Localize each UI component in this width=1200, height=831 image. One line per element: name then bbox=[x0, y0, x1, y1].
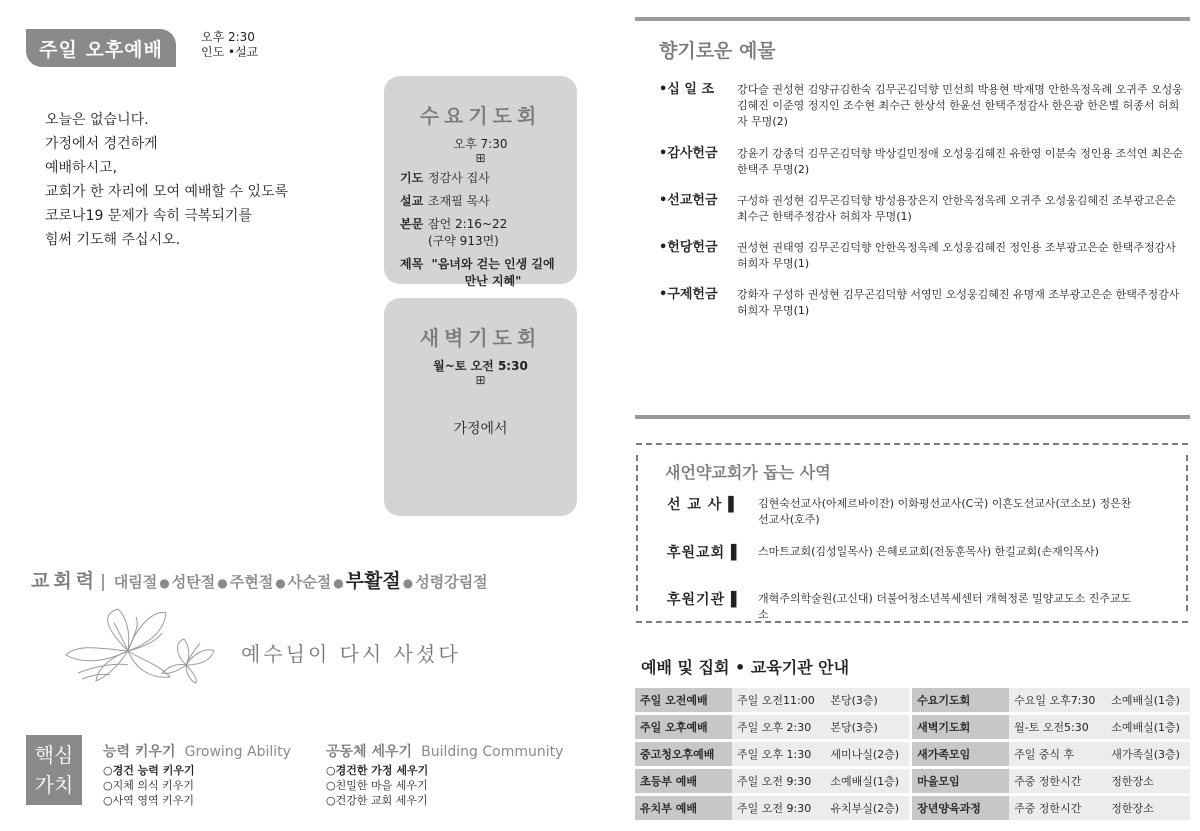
value-building-community bbox=[326, 741, 563, 808]
row-label: 제목 bbox=[400, 257, 424, 271]
mission-support-box bbox=[636, 443, 1188, 623]
row-label: 기도 bbox=[400, 171, 424, 185]
wednesday-row bbox=[400, 193, 577, 210]
schedule-time: 주일 오전 9:30 bbox=[732, 796, 825, 820]
row-value bbox=[428, 216, 558, 250]
schedule-name: 주일 오후예배 bbox=[635, 715, 732, 739]
dawn-title: 새벽기도회 bbox=[419, 326, 542, 350]
schedule-place: 본당(3층) bbox=[825, 688, 909, 712]
schedule-name: 새가족모임 bbox=[912, 742, 1009, 766]
offering-row-thanks bbox=[659, 146, 1184, 178]
mission-label: 선 교 사 ▌ bbox=[667, 497, 740, 513]
offering-label: •감사헌금 bbox=[659, 146, 718, 161]
schedule-time: 주일 중식 후 bbox=[1009, 742, 1106, 766]
mission-title: 새언약교회가 돕는 사역 bbox=[665, 463, 831, 482]
notice-line: 오늘은 없습니다. bbox=[45, 112, 149, 128]
offering-label: •헌당헌금 bbox=[659, 240, 718, 255]
offering-names: 강다슬 권성현 김양규김한숙 김무곤김덕향 민선희 박용현 박재명 안한옥정옥례 오귀주 오성웅김혜진 이준영 정지인 조수현 최수근 한상석 한윤선 한택주정감사 한은광 한은별 허종서 허희자 무명(2) bbox=[737, 83, 1183, 128]
wednesday-row bbox=[400, 170, 577, 187]
mission-value: 스마트교회(김성일목사) 은혜로교회(전동훈목사) 한길교회(손재익목사) bbox=[758, 545, 1099, 558]
badge-line: 가치 bbox=[34, 773, 74, 797]
value-item: ○건강한 교회 세우기 bbox=[326, 794, 428, 807]
value-growing-ability bbox=[103, 741, 291, 808]
table-row bbox=[635, 769, 1190, 793]
value-title-ko: 공동체 세우기 bbox=[326, 744, 413, 760]
dawn-time: 월~토 오전 5:30 bbox=[433, 359, 528, 373]
schedule-place: 본당(3층) bbox=[825, 715, 909, 739]
schedule-name: 유치부 예배 bbox=[635, 796, 732, 820]
mission-row-churches bbox=[667, 542, 1138, 562]
wednesday-row bbox=[400, 216, 577, 250]
schedule-time: 월-토 오전5:30 bbox=[1009, 715, 1106, 739]
sunday-pm-leader: 인도 •설교 bbox=[201, 45, 259, 59]
schedule-time: 주중 정한시간 bbox=[1009, 796, 1106, 820]
offering-names: 강윤기 강종덕 김무곤김덕향 박상길민정애 오성웅김혜진 유한영 이분숙 정인용 조석연 최은순 한택주 무명(2) bbox=[737, 147, 1183, 176]
row-label: 본문 bbox=[400, 217, 424, 231]
schedule-title: 예배 및 집회 • 교육기관 안내 bbox=[641, 658, 850, 677]
row-value: 조재필 목사 bbox=[428, 194, 490, 208]
mission-value: 김현숙선교사(아제르바이잔) 이화평선교사(C국) 이흔도선교사(코소보) 정은찬선교사(호주) bbox=[758, 497, 1132, 526]
sermon-title bbox=[428, 256, 558, 290]
season-lent: 사순절 bbox=[287, 573, 332, 591]
schedule-name: 주일 오전예배 bbox=[635, 688, 732, 712]
schedule-name: 마을모임 bbox=[912, 769, 1009, 793]
schedule-time: 주일 오전11:00 bbox=[732, 688, 825, 712]
offerings-title: 향기로운 예물 bbox=[659, 40, 776, 62]
sermon-title-line: 만난 지혜" bbox=[464, 274, 522, 288]
sunday-pm-notice bbox=[45, 108, 288, 252]
church-calendar bbox=[31, 566, 488, 593]
offering-row-relief bbox=[659, 287, 1184, 319]
value-item: ○사역 영역 키우기 bbox=[103, 794, 194, 807]
schedule-place: 소예배실(1층) bbox=[1106, 715, 1190, 739]
schedule-place: 소예배실(1층) bbox=[825, 769, 909, 793]
schedule-name: 초등부 예배 bbox=[635, 769, 732, 793]
notice-line: 코로나19 문제가 속히 극복되기를 bbox=[45, 208, 252, 224]
sunday-pm-meta bbox=[201, 30, 258, 60]
lily-flower-icon bbox=[58, 603, 228, 685]
schedule-name: 수요기도회 bbox=[912, 688, 1009, 712]
schedule-place: 새가족실(3층) bbox=[1106, 742, 1190, 766]
value-item: ○지체 의식 키우기 bbox=[103, 779, 194, 792]
cross-icon: ⊞ bbox=[475, 151, 486, 165]
badge-line: 핵심 bbox=[34, 743, 74, 767]
wednesday-time: 오후 7:30 bbox=[453, 137, 508, 151]
schedule-place: 정한장소 bbox=[1106, 796, 1190, 820]
value-title-en: Building Community bbox=[421, 744, 564, 760]
bullet-icon: ● bbox=[159, 576, 170, 590]
offering-names: 강화자 구성하 권성현 김무곤김덕향 서영민 오성웅김혜진 유명재 조부광고은순 한택주정감사 허희자 무명(1) bbox=[737, 288, 1180, 317]
value-item: ○경건 능력 키우기 bbox=[103, 764, 195, 777]
row-value: 정감사 집사 bbox=[428, 171, 490, 185]
value-heading bbox=[103, 741, 291, 761]
schedule-time: 주일 오전 9:30 bbox=[732, 769, 825, 793]
calendar-title: 교회력 bbox=[31, 570, 99, 592]
divider: | bbox=[100, 572, 106, 592]
wednesday-row bbox=[400, 256, 577, 290]
divider bbox=[635, 17, 1190, 21]
offering-row-mission bbox=[659, 193, 1184, 225]
offering-label: •십 일 조 bbox=[659, 82, 715, 97]
bullet-icon: ● bbox=[217, 576, 228, 590]
wednesday-title: 수요기도회 bbox=[419, 104, 542, 128]
notice-line: 가정에서 경건하게 bbox=[45, 136, 158, 152]
value-title-ko: 능력 키우기 bbox=[103, 744, 176, 760]
divider bbox=[635, 415, 1190, 419]
value-list bbox=[326, 763, 563, 808]
offering-names: 권성현 권태영 김무곤김덕향 안한옥정옥례 오성웅김혜진 정인용 조부광고은순 한택주정감사 허희자 무명(1) bbox=[737, 241, 1176, 270]
mission-row-organizations bbox=[667, 589, 1138, 623]
schedule-place: 유치부실(2층) bbox=[825, 796, 909, 820]
mission-label: 후원교회 ▌ bbox=[667, 545, 743, 561]
offering-row-building bbox=[659, 240, 1184, 272]
bullet-icon: ● bbox=[402, 576, 414, 590]
notice-line: 힘써 기도해 주십시오. bbox=[45, 232, 181, 248]
offering-label: •선교헌금 bbox=[659, 193, 718, 208]
value-title-en: Growing Ability bbox=[184, 744, 291, 760]
offering-label: •구제헌금 bbox=[659, 287, 718, 302]
value-item: ○경건한 가정 세우기 bbox=[326, 764, 429, 777]
schedule-place: 세미나실(2층) bbox=[825, 742, 909, 766]
sunday-pm-time: 오후 2:30 bbox=[201, 30, 255, 44]
schedule-name: 장년양육과정 bbox=[912, 796, 1009, 820]
mission-row-missionaries bbox=[667, 494, 1138, 528]
sunday-pm-title: 주일 오후예배 bbox=[26, 29, 176, 67]
offering-row-tithe bbox=[659, 82, 1184, 130]
dawn-prayer-box bbox=[384, 298, 577, 516]
dawn-place: 가정에서 bbox=[453, 421, 508, 437]
schedule-place: 소예배실(1층) bbox=[1106, 688, 1190, 712]
table-row bbox=[635, 742, 1190, 766]
wednesday-prayer-box bbox=[384, 76, 577, 288]
season-epiphany: 주현절 bbox=[229, 573, 274, 591]
season-pentecost: 성령강림절 bbox=[415, 573, 488, 591]
schedule-time: 주일 오후 1:30 bbox=[732, 742, 825, 766]
schedule-time: 주일 오후 2:30 bbox=[732, 715, 825, 739]
bullet-icon: ● bbox=[275, 576, 286, 590]
row-label: 설교 bbox=[400, 194, 424, 208]
mission-value: 개혁주의학술원(고신대) 더불어청소년복세센터 개혁정론 밀양교도소 진주교도소 bbox=[758, 592, 1132, 621]
schedule-name: 새벽기도회 bbox=[912, 715, 1009, 739]
scripture-page: (구약 913면) bbox=[428, 234, 499, 248]
schedule-name: 중고청오후예배 bbox=[635, 742, 732, 766]
wednesday-details bbox=[400, 170, 577, 290]
scripture-ref: 잠언 2:16~22 bbox=[428, 217, 508, 231]
offering-names: 구성하 권성현 김무곤김덕향 방성용장은지 안한옥정옥례 오귀주 오성웅김혜진 조부광고은순 최수근 한택주정감사 허희자 무명(1) bbox=[737, 194, 1176, 223]
notice-line: 예배하시고, bbox=[45, 160, 118, 176]
table-row bbox=[635, 688, 1190, 712]
mission-label: 후원기관 ▌ bbox=[667, 592, 743, 608]
table-row bbox=[635, 715, 1190, 739]
season-advent: 대림절 bbox=[113, 573, 158, 591]
schedule-time: 수요일 오후7:30 bbox=[1009, 688, 1106, 712]
cross-icon: ⊞ bbox=[475, 373, 486, 387]
core-values-badge bbox=[26, 735, 82, 805]
value-heading bbox=[326, 741, 563, 761]
value-list bbox=[103, 763, 291, 808]
table-row bbox=[635, 796, 1190, 820]
schedule-time: 주중 정한시간 bbox=[1009, 769, 1106, 793]
sermon-title-line: "음녀와 걷는 인생 길에 bbox=[431, 257, 555, 271]
value-item: ○친밀한 마을 세우기 bbox=[326, 779, 428, 792]
season-easter-current: 부활절 bbox=[345, 570, 401, 592]
easter-message: 예수님이 다시 사셨다 bbox=[241, 642, 461, 666]
bullet-icon: ● bbox=[333, 576, 344, 590]
schedule-place: 정한장소 bbox=[1106, 769, 1190, 793]
notice-line: 교회가 한 자리에 모여 예배할 수 있도록 bbox=[45, 184, 289, 200]
season-christmas: 성탄절 bbox=[171, 573, 216, 591]
schedule-table bbox=[635, 685, 1190, 823]
